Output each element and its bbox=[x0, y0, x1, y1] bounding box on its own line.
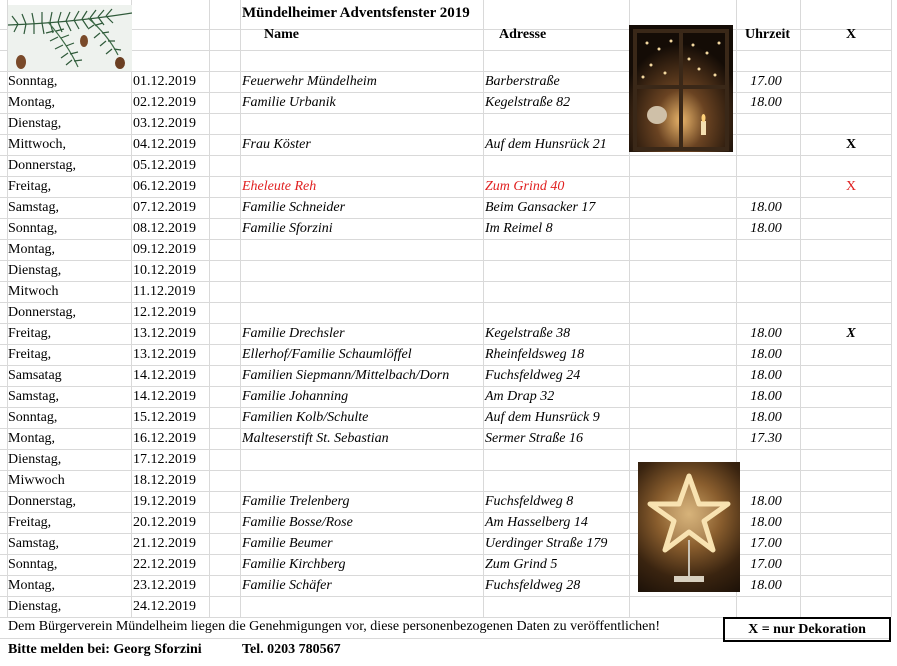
cell-time: 18.00 bbox=[750, 410, 782, 425]
pine-branch-icon bbox=[8, 5, 132, 71]
cell-name: Feuerwehr Mündelheim bbox=[242, 74, 377, 89]
cell-time: 18.00 bbox=[750, 578, 782, 593]
cell-mark bbox=[831, 470, 871, 491]
cell-date: 11.12.2019 bbox=[133, 284, 196, 299]
star-lamp-photo bbox=[638, 462, 740, 592]
cell-date: 08.12.2019 bbox=[133, 221, 196, 236]
cell-time: 18.00 bbox=[750, 368, 782, 383]
cell-mark bbox=[831, 260, 871, 281]
cell-time: 18.00 bbox=[750, 221, 782, 236]
cell-time bbox=[721, 155, 811, 176]
cell-date: 17.12.2019 bbox=[133, 452, 196, 467]
cell-day: Sonntag, bbox=[8, 557, 58, 572]
cell-address: Am Drap 32 bbox=[485, 389, 555, 404]
cell-time bbox=[721, 176, 811, 197]
cell-mark bbox=[831, 155, 871, 176]
cell-address: Beim Gansacker 17 bbox=[485, 200, 596, 215]
cell-date: 24.12.2019 bbox=[133, 599, 196, 614]
cell-time: 18.00 bbox=[750, 347, 782, 362]
cell-address: Rheinfeldsweg 18 bbox=[485, 347, 585, 362]
cell-address: Im Reimel 8 bbox=[485, 221, 553, 236]
cell-mark bbox=[831, 71, 871, 92]
cell-mark: X bbox=[845, 179, 857, 194]
cell-mark bbox=[831, 512, 871, 533]
cell-mark bbox=[831, 596, 871, 617]
footer-note: Dem Bürgerverein Mündelheim liegen die Genehmigungen vor, diese personenbezogenen Daten zu veröffentlichen! bbox=[8, 619, 661, 634]
cell-time: 17.00 bbox=[750, 557, 782, 572]
cell-day: Dienstag, bbox=[8, 599, 62, 614]
cell-day: Freitag, bbox=[8, 179, 52, 194]
cell-day: Donnerstag, bbox=[8, 305, 77, 320]
cell-day: Montag, bbox=[8, 95, 56, 110]
cell-day: Montag, bbox=[8, 242, 56, 257]
cell-mark bbox=[831, 386, 871, 407]
cell-day: Dienstag, bbox=[8, 452, 62, 467]
cell-mark bbox=[831, 449, 871, 470]
cell-day: Samstag, bbox=[8, 200, 59, 215]
cell-time bbox=[721, 260, 811, 281]
cell-name: Frau Köster bbox=[242, 137, 311, 152]
cell-day: Montag, bbox=[8, 578, 56, 593]
cell-day: Donnerstag, bbox=[8, 158, 77, 173]
cell-name: Familie Sforzini bbox=[242, 221, 333, 236]
cell-day: Mittwoch, bbox=[8, 137, 66, 152]
cell-date: 20.12.2019 bbox=[133, 515, 196, 530]
cell-date: 18.12.2019 bbox=[133, 473, 196, 488]
cell-day: Dienstag, bbox=[8, 116, 62, 131]
cell-date: 23.12.2019 bbox=[133, 578, 196, 593]
cell-address: Zum Grind 40 bbox=[485, 179, 565, 194]
cell-time: 18.00 bbox=[750, 200, 782, 215]
cell-time: 18.00 bbox=[750, 389, 782, 404]
cell-date: 04.12.2019 bbox=[133, 137, 196, 152]
cell-mark bbox=[831, 218, 871, 239]
cell-mark: X bbox=[845, 137, 857, 152]
cell-day: Samstag, bbox=[8, 389, 59, 404]
cell-date: 14.12.2019 bbox=[133, 389, 196, 404]
cell-address: Barberstraße bbox=[485, 74, 560, 89]
legend-box: X = nur Dekoration bbox=[723, 617, 891, 642]
cell-date: 21.12.2019 bbox=[133, 536, 196, 551]
cell-date: 19.12.2019 bbox=[133, 494, 196, 509]
cell-date: 16.12.2019 bbox=[133, 431, 196, 446]
cell-time bbox=[721, 134, 811, 155]
cell-name: Familien Siepmann/Mittelbach/Dorn bbox=[242, 368, 450, 383]
cell-day: Sonntag, bbox=[8, 221, 58, 236]
cell-name: Familie Schäfer bbox=[242, 578, 332, 593]
cell-day: Sonntag, bbox=[8, 74, 58, 89]
cell-date: 01.12.2019 bbox=[133, 74, 196, 89]
cell-name: Familie Urbanik bbox=[242, 95, 336, 110]
cell-time bbox=[721, 113, 811, 134]
header-mark: X bbox=[846, 27, 857, 42]
cell-mark bbox=[831, 239, 871, 260]
cell-mark bbox=[831, 554, 871, 575]
cell-address: Fuchsfeldweg 28 bbox=[485, 578, 581, 593]
cell-date: 05.12.2019 bbox=[133, 158, 196, 173]
cell-mark bbox=[831, 302, 871, 323]
cell-day: Dienstag, bbox=[8, 263, 62, 278]
cell-mark bbox=[831, 407, 871, 428]
cell-name: Familie Kirchberg bbox=[242, 557, 346, 572]
cell-mark bbox=[831, 281, 871, 302]
cell-time: 17.00 bbox=[750, 536, 782, 551]
cell-name: Familie Drechsler bbox=[242, 326, 345, 341]
cell-date: 14.12.2019 bbox=[133, 368, 196, 383]
cell-address: Kegelstraße 82 bbox=[485, 95, 571, 110]
cell-name: Familie Beumer bbox=[242, 536, 333, 551]
cell-mark bbox=[831, 344, 871, 365]
cell-mark bbox=[831, 197, 871, 218]
cell-name: Eheleute Reh bbox=[242, 179, 317, 194]
header-time: Uhrzeit bbox=[745, 27, 791, 42]
cell-day: Samsatag bbox=[8, 368, 62, 383]
contact-phone: Tel. 0203 780567 bbox=[242, 642, 341, 657]
cell-time bbox=[721, 239, 811, 260]
candle-window-photo bbox=[629, 25, 733, 152]
cell-mark bbox=[831, 92, 871, 113]
cell-date: 03.12.2019 bbox=[133, 116, 196, 131]
cell-mark: X bbox=[846, 326, 856, 341]
cell-date: 10.12.2019 bbox=[133, 263, 196, 278]
cell-time bbox=[721, 302, 811, 323]
header-address: Adresse bbox=[499, 27, 547, 42]
cell-time: 18.00 bbox=[750, 326, 782, 341]
cell-date: 15.12.2019 bbox=[133, 410, 196, 425]
cell-address: Zum Grind 5 bbox=[485, 557, 558, 572]
cell-address: Fuchsfeldweg 24 bbox=[485, 368, 581, 383]
cell-day: Montag, bbox=[8, 431, 56, 446]
cell-address: Auf dem Hunsrück 9 bbox=[485, 410, 600, 425]
cell-day: Mitwoch bbox=[8, 284, 59, 299]
cell-mark bbox=[831, 113, 871, 134]
cell-time: 17.00 bbox=[750, 74, 782, 89]
cell-address: Uerdinger Straße 179 bbox=[485, 536, 608, 551]
cell-day: Samstag, bbox=[8, 536, 59, 551]
cell-mark bbox=[831, 428, 871, 449]
cell-mark bbox=[831, 533, 871, 554]
cell-name: Ellerhof/Familie Schaumlöffel bbox=[242, 347, 412, 362]
cell-day: Sonntag, bbox=[8, 410, 58, 425]
cell-time bbox=[721, 281, 811, 302]
cell-time: 18.00 bbox=[750, 494, 782, 509]
sheet-title: Mündelheimer Adventsfenster 2019 bbox=[242, 5, 470, 21]
cell-time: 17.30 bbox=[750, 431, 782, 446]
cell-name: Familie Bosse/Rose bbox=[242, 515, 353, 530]
cell-time bbox=[721, 596, 811, 617]
cell-date: 22.12.2019 bbox=[133, 557, 196, 572]
cell-name: Malteserstift St. Sebastian bbox=[242, 431, 389, 446]
cell-mark bbox=[831, 491, 871, 512]
cell-address: Fuchsfeldweg 8 bbox=[485, 494, 574, 509]
grid-column-line bbox=[891, 0, 892, 617]
cell-date: 07.12.2019 bbox=[133, 200, 196, 215]
cell-date: 02.12.2019 bbox=[133, 95, 196, 110]
cell-name: Familie Schneider bbox=[242, 200, 346, 215]
cell-time: 18.00 bbox=[750, 515, 782, 530]
cell-date: 13.12.2019 bbox=[133, 347, 196, 362]
cell-name: Familie Johanning bbox=[242, 389, 349, 404]
cell-date: 06.12.2019 bbox=[133, 179, 196, 194]
cell-date: 13.12.2019 bbox=[133, 326, 196, 341]
cell-address: Auf dem Hunsrück 21 bbox=[485, 137, 607, 152]
cell-name: Familien Kolb/Schulte bbox=[242, 410, 369, 425]
cell-day: Donnerstag, bbox=[8, 494, 77, 509]
cell-day: Freitag, bbox=[8, 326, 52, 341]
cell-day: Freitag, bbox=[8, 515, 52, 530]
cell-address: Sermer Straße 16 bbox=[485, 431, 583, 446]
contact-label: Bitte melden bei: Georg Sforzini bbox=[8, 642, 202, 657]
header-name: Name bbox=[264, 27, 299, 42]
cell-mark bbox=[831, 365, 871, 386]
cell-name: Familie Trelenberg bbox=[242, 494, 350, 509]
cell-address: Am Hasselberg 14 bbox=[485, 515, 588, 530]
cell-mark bbox=[831, 575, 871, 596]
cell-date: 12.12.2019 bbox=[133, 305, 196, 320]
cell-date: 09.12.2019 bbox=[133, 242, 196, 257]
cell-day: Freitag, bbox=[8, 347, 52, 362]
cell-time: 18.00 bbox=[750, 95, 782, 110]
grid-row-line bbox=[0, 50, 891, 51]
cell-address: Kegelstraße 38 bbox=[485, 326, 571, 341]
cell-day: Miwwoch bbox=[8, 473, 65, 488]
